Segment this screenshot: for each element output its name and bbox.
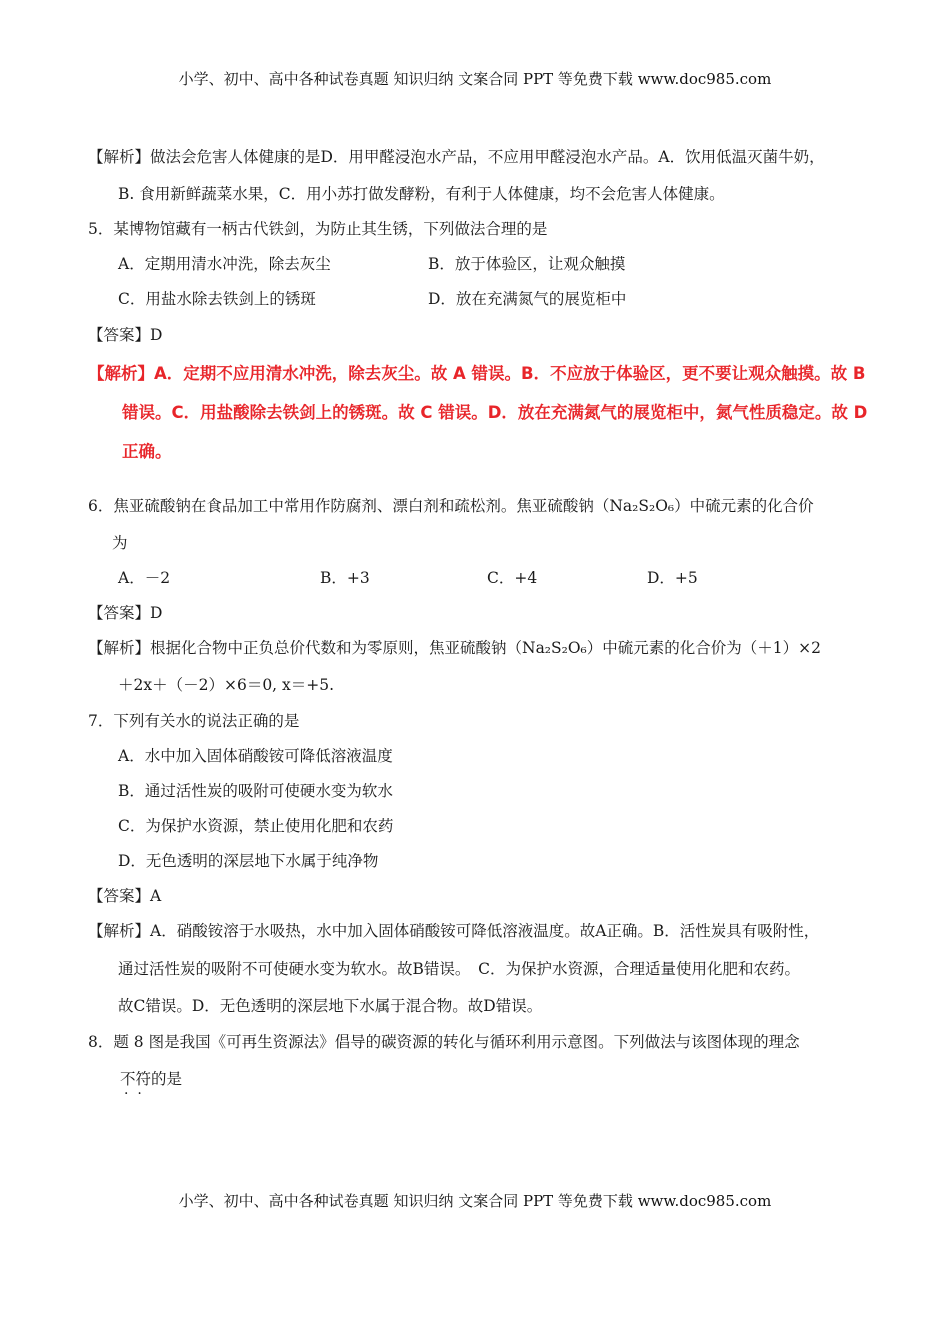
- q7-answer: 【答案】A: [88, 887, 162, 905]
- q8-stem-line-2: 不符的是: [120, 1070, 183, 1088]
- q7-explanation-line-3: 故C错误。D．无色透明的深层地下水属于混合物。故D错误。: [118, 997, 543, 1015]
- page-footer: 小学、初中、高中各种试卷真题 知识归纳 文案合同 PPT 等免费下载 www.doc985.com: [178, 1192, 772, 1210]
- q7-option-b: B．通过活性炭的吸附可使硬水变为软水: [118, 782, 393, 800]
- q6-answer: 【答案】D: [88, 604, 163, 622]
- q6-explanation-line-1: 【解析】根据化合物中正负总价代数和为零原则，焦亚硫酸钠（Na₂S₂O₆）中硫元素的化合价为（＋1）×2: [88, 639, 821, 657]
- q5-option-d: D．放在充满氮气的展览柜中: [428, 290, 627, 308]
- q5-option-a: A．定期用清水冲洗，除去灰尘: [118, 255, 331, 273]
- q4-explanation-line-1: 【解析】做法会危害人体健康的是D．用甲醛浸泡水产品，不应用甲醛浸泡水产品。A．饮用低温灭菌牛奶，: [88, 148, 825, 166]
- q6-stem-line-1: 6．焦亚硫酸钠在食品加工中常用作防腐剂、漂白剂和疏松剂。焦亚硫酸钠（Na₂S₂O₆）中硫元素的化合价: [88, 497, 814, 515]
- q7-option-a: A．水中加入固体硝酸铵可降低溶液温度: [118, 747, 393, 765]
- q5-stem: 5．某博物馆藏有一柄古代铁剑，为防止其生锈，下列做法合理的是: [88, 220, 548, 238]
- page-header: 小学、初中、高中各种试卷真题 知识归纳 文案合同 PPT 等免费下载 www.doc985.com: [178, 70, 772, 88]
- q7-option-d: D．无色透明的深层地下水属于纯净物: [118, 852, 379, 870]
- q6-explanation-line-2: ＋2x＋（－2）×6＝0, x＝+5.: [118, 676, 335, 694]
- q6-option-a: A．－2: [118, 569, 171, 587]
- q8-stem-line-1: 8．题 8 图是我国《可再生资源法》倡导的碳资源的转化与循环利用示意图。下列做法与该图体现的理念: [88, 1033, 800, 1051]
- q7-stem: 7．下列有关水的说法正确的是: [88, 712, 300, 730]
- q7-explanation-line-2: 通过活性炭的吸附不可使硬水变为软水。故B错误。 C．为保护水资源，合理适量使用化肥和农药。: [118, 960, 801, 978]
- q6-stem-line-2: 为: [112, 534, 128, 552]
- q5-explanation-line-1: 【解析】A．定期不应用清水冲洗，除去灰尘。故 A 错误。B．不应放于体验区，更不要让观众触摸。故 B: [88, 364, 866, 383]
- q6-option-b: B．+3: [320, 569, 370, 587]
- q5-option-b: B．放于体验区，让观众触摸: [428, 255, 626, 273]
- q6-option-d: D．+5: [647, 569, 698, 587]
- q6-option-c: C．+4: [487, 569, 538, 587]
- q5-answer: 【答案】D: [88, 326, 163, 344]
- emphasis-dots: · ·: [124, 1086, 142, 1102]
- q7-explanation-line-1: 【解析】A．硝酸铵溶于水吸热，水中加入固体硝酸铵可降低溶液温度。故A正确。B．活性炭具有吸附性，: [88, 922, 820, 940]
- q4-explanation-line-2: B. 食用新鲜蔬菜水果，C．用小苏打做发酵粉，有利于人体健康，均不会危害人体健康。: [118, 185, 725, 203]
- q5-explanation-line-3: 正确。: [122, 442, 172, 461]
- q7-option-c: C．为保护水资源，禁止使用化肥和农药: [118, 817, 394, 835]
- q5-option-c: C．用盐水除去铁剑上的锈斑: [118, 290, 316, 308]
- q5-explanation-line-2: 错误。C．用盐酸除去铁剑上的锈斑。故 C 错误。D．放在充满氮气的展览柜中，氮气性质稳定。故 D: [122, 403, 868, 422]
